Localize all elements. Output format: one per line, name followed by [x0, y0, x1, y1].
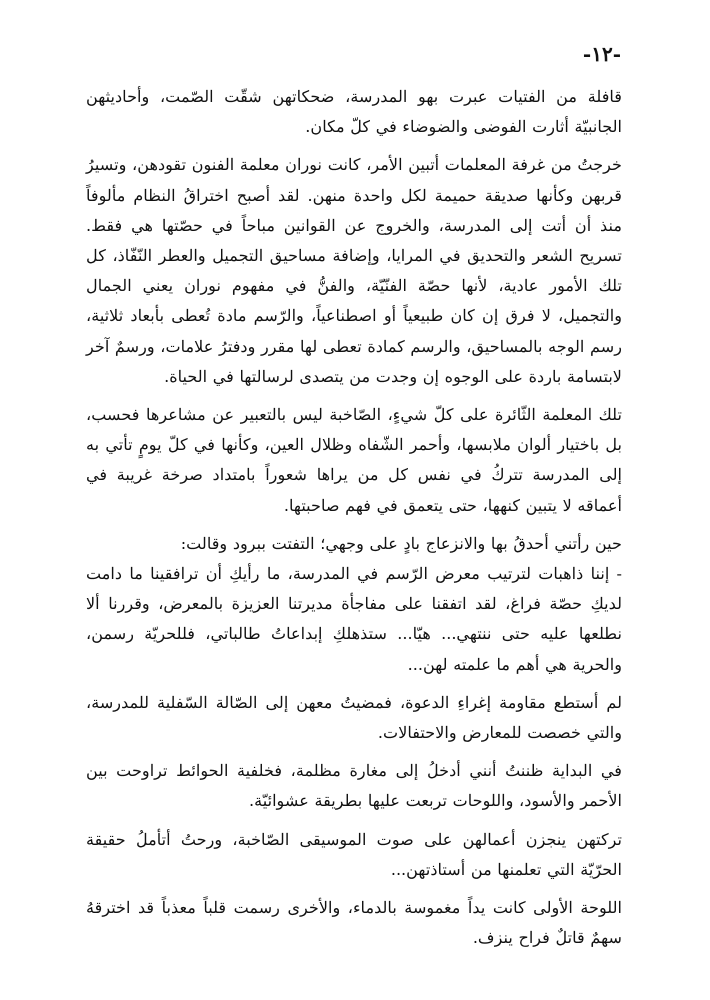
paragraph-9: اللوحة الأولى كانت يداً مغموسة بالدماء، والأخرى رسمت قلباً معذباً قد اخترقهُ سهمٌ قاتلٌ فراح ينزف.	[86, 898, 622, 948]
paragraph-4: حين رأتني أحدقُ بها والانزعاج بادٍ على وجهي؛ التفتت ببرود وقالت:	[180, 533, 622, 553]
paragraph-6: لم أستطع مقاومة إغراءِ الدعوة، فمضيتُ معهن إلى الصّالة السّفلية للمدرسة، والتي خصصت للمعارض والاحتفالات.	[86, 692, 622, 743]
page-number: -١٢-	[582, 42, 621, 66]
paragraph-7: في البداية ظننتُ أنني أدخلُ إلى مغارة مظلمة، فخلفية الحوائط تراوحت بين الأحمر والأسود، واللوحات تربعت عليها بطريقة عشوائيّة.	[86, 761, 622, 811]
paragraph-1: قافلة من الفتيات عبرت بهو المدرسة، ضحكاتهن شقّت الصّمت، وأحاديثهن الجانبيّة أثارت الفوضى والضوضاء في كلّ مكان.	[86, 87, 622, 137]
paragraph-5: - إننا ذاهبات لترتيب معرض الرّسم في المدرسة، ما رأيكِ أن ترافقينا ما دامت لديكِ حصّة فراغ، لقد اتفقنا على مفاجأة مديرتنا العزيزة بالمعرض، وقررنا ألا نطلعها عليه حتى ننتهي... هيّا... ستذهلكِ إبداعاتُ طالباتي، فللحريّة رسمن، والحرية هي أهم ما علمته لهن...	[86, 564, 622, 674]
body-text	[86, 82, 622, 953]
paragraph-3: تلك المعلمة الثّائرة على كلّ شيءٍ، الصّاخبة ليس بالتعبير عن مشاعرها فحسب، بل باختيار ألوان ملابسها، وأحمر الشّفاه وظلال العين، وكأنها في كلّ يومٍ تأتي به إلى المدرسة تتركُ في نفس كل من يراها شعوراً بامتداد صرخة غريبة في أعماقه لا يتبين كنهها، حتى يتعمق في فهم صاحبتها.	[86, 405, 622, 515]
paragraph-8: تركتهن ينجزن أعمالهن على صوت الموسيقى الصّاخبة، ورحتُ أتأملُ حقيقة الحرّيّة التي تعلمنها من أستاذتهن...	[86, 829, 622, 879]
paragraph-2: خرجتُ من غرفة المعلمات أتبين الأمر، كانت نوران معلمة الفنون تقودهن، وتسيرُ قربهن وكأنها صديقة حميمة لكل واحدة منهن. لقد أصبح اختراقُ النظام مألوفاً منذ أن أتت إلى المدرسة، والخروج عن القوانين مباحاً في حصّتها هي فقط. تسريح الشعر والتحديق في المرايا، وإضافة مساحيق التجميل والعطر النّفّاذ، كل تلك الأمور عادية، لأنها حصّة الفنّيّة، والفنُّ في مفهوم نوران يعني الجمال والتجميل، لا فرق إن كان طبيعياً أو اصطناعياً، والرّسم مادة تُعطى بأبعاد ثلاثية، رسم الوجه بالمساحيق، والرسم كمادة تعطى لها مقرر ودفترُ علامات، ورسمٌ آخر لابتسامة باردة على الوجوه إن وجدت من يتصدى لرسالتها في الحياة.	[86, 155, 622, 386]
